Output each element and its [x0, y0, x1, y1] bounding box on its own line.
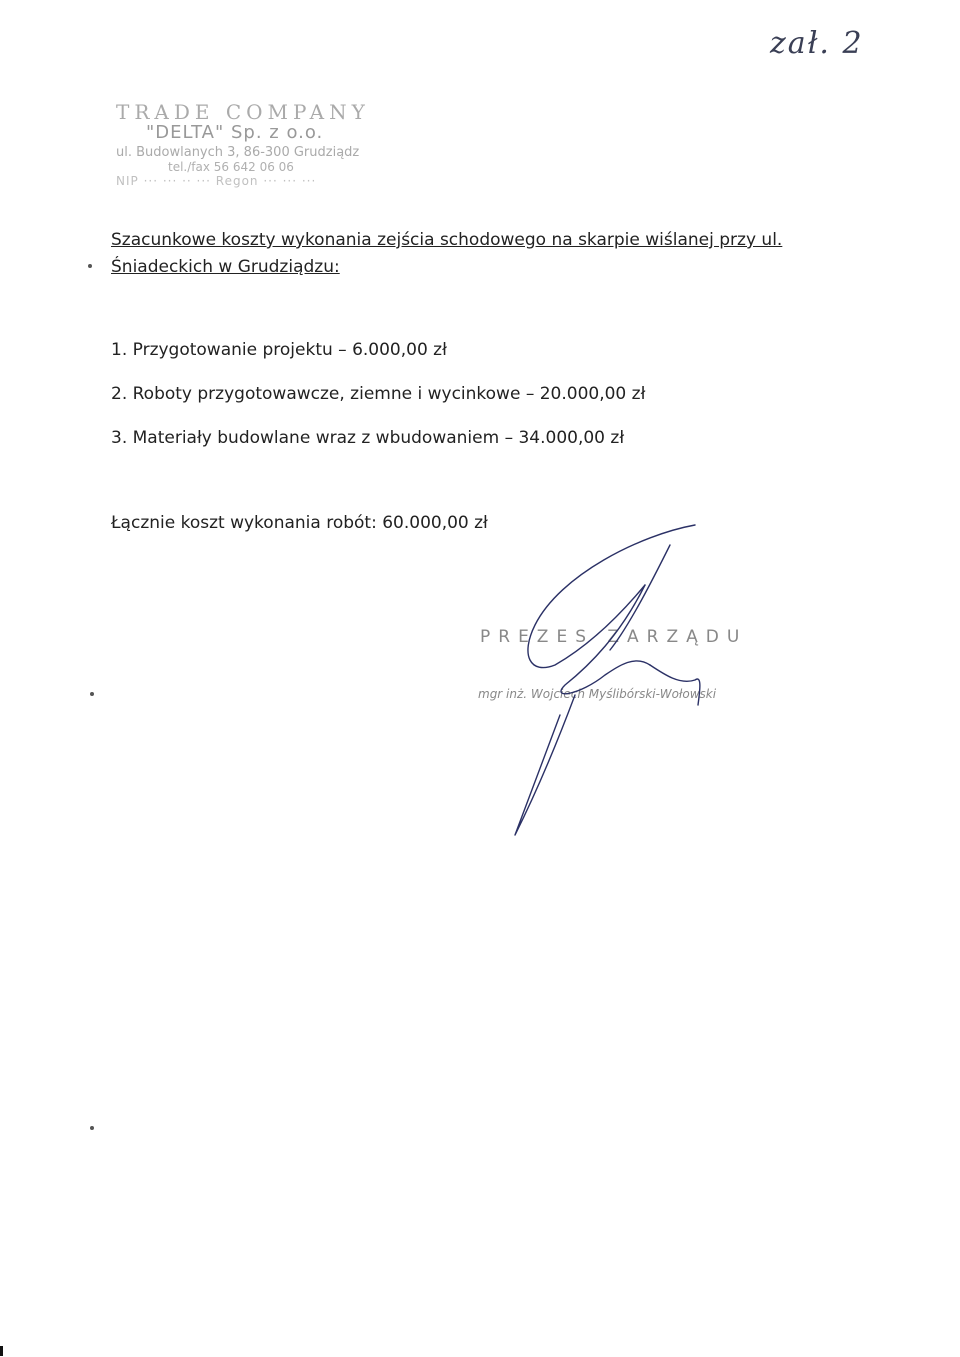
document-heading: Szacunkowe koszty wykonania zejścia schodowego na skarpie wiślanej przy ul. Śniadeckich w Grudziądzu: [111, 230, 783, 277]
cost-item: 2. Roboty przygotowawcze, ziemne i wycinkowe – 20.000,00 zł [111, 384, 646, 404]
punch-mark [88, 264, 92, 268]
company-stamp-line1: TRADE COMPANY [116, 100, 370, 124]
punch-mark [90, 1126, 94, 1130]
cost-item: 3. Materiały budowlane wraz z wbudowaniem – 34.000,00 zł [111, 428, 625, 448]
company-stamp-line2: "DELTA" Sp. z o.o. [146, 122, 324, 143]
attachment-annotation: zał. 2 [770, 26, 864, 61]
punch-mark [90, 692, 94, 696]
company-stamp [116, 100, 370, 188]
company-stamp-line3: ul. Budowlanych 3, 86-300 Grudziądz [116, 145, 360, 160]
president-stamp-title: PREZES ZARZĄDU [480, 627, 748, 647]
cost-list [111, 340, 645, 472]
president-stamp-name: mgr inż. Wojciech Myślibórski-Wołowski [478, 687, 717, 701]
scan-edge-mark [0, 1346, 3, 1356]
handwritten-signature [470, 515, 730, 845]
total-cost: Łącznie koszt wykonania robót: 60.000,00 zł [111, 513, 488, 533]
cost-item: 1. Przygotowanie projektu – 6.000,00 zł [111, 340, 447, 360]
company-stamp-faded-line: NIP ··· ··· ·· ··· Regon ··· ··· ··· [116, 174, 317, 188]
company-stamp-line4: tel./fax 56 642 06 06 [168, 160, 294, 174]
